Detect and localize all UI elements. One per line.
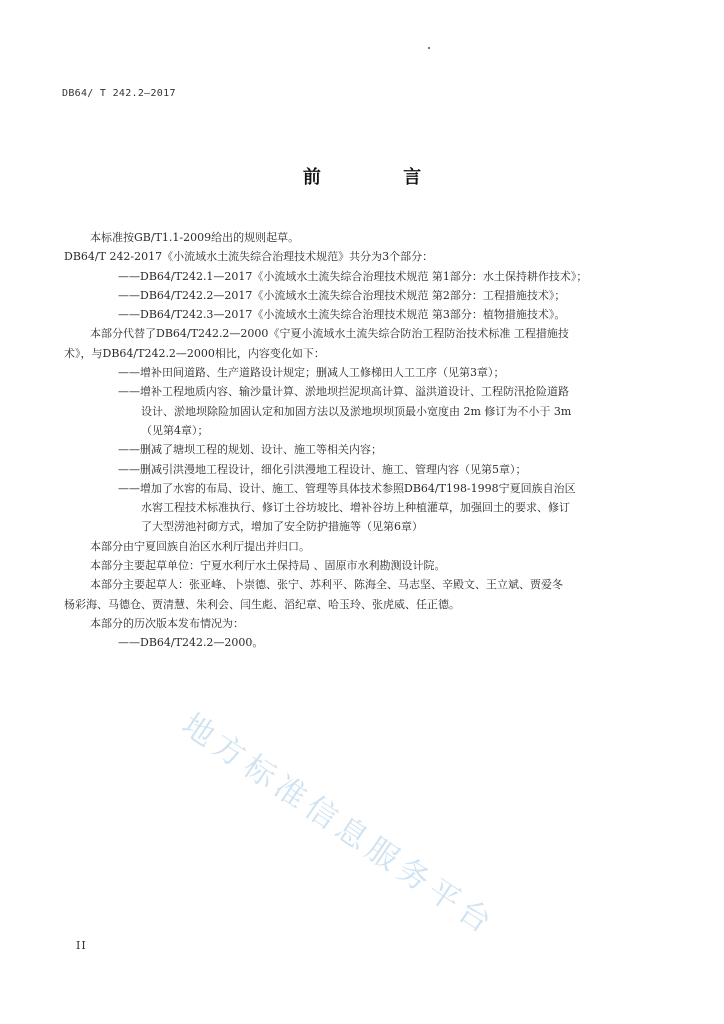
list-item: ——增补田间道路、生产道路设计规定；删减人工修梯田人工工序（见第3章）； bbox=[118, 366, 505, 380]
paragraph-line: 本部分主要起草单位：宁夏水利厅水土保持局 、固原市水利勘测设计院。 bbox=[90, 559, 446, 573]
paragraph-line: 本部分代替了DB64/T242.2—2000《宁夏小流域水土流失综合防治工程防治技术标准 工程措施技 bbox=[90, 327, 569, 341]
paragraph-line: DB64/T 242-2017《小流域水土流失综合治理技术规范》共分为3个部分： bbox=[64, 250, 434, 264]
list-item: ——增加了水窖的布局、设计、施工、管理等具体技术参照DB64/T198-1998宁夏回族自治区 bbox=[118, 481, 576, 495]
list-item-continuation: 设计、淤地坝除险加固认定和加固方法以及淤地坝坝顶最小宽度由 2m 修订为不小于 3m bbox=[141, 404, 572, 418]
paragraph-line: 杨彩海、马德仓、贾清慧、朱利会、闫生彪、滔纪章、哈玉玲、张虎威、任正德。 bbox=[64, 597, 460, 611]
paragraph-line: 本部分由宁夏回族自治区水利厅提出并归口。 bbox=[90, 539, 310, 553]
paragraph-line: 术》，与DB64/T242.2—2000相比，内容变化如下： bbox=[64, 346, 325, 360]
page-number: II bbox=[76, 939, 87, 952]
stray-dot bbox=[428, 47, 430, 49]
list-item: ——删减了塘坝工程的规划、设计、施工等相关内容； bbox=[118, 443, 382, 457]
list-item: ——DB64/T242.1—2017《小流域水土流失综合治理技术规范 第1部分：水土保持耕作技术》； bbox=[118, 269, 588, 283]
foreword-body bbox=[64, 228, 670, 653]
watermark: 地方标准信息服务平台 bbox=[175, 706, 503, 944]
paragraph-line: 本标准按GB/T1.1-2009给出的规则起草。 bbox=[90, 231, 300, 244]
list-item: ——删减引洪漫地工程设计，细化引洪漫地工程设计、施工、管理内容（见第5章）； bbox=[118, 462, 527, 476]
list-item: ——DB64/T242.2—2000。 bbox=[118, 636, 264, 650]
list-item: ——DB64/T242.2—2017《小流域水土流失综合治理技术规范 第2部分：工程措施技术》； bbox=[118, 288, 566, 302]
page-title: 前 言 bbox=[302, 167, 460, 188]
list-item-continuation: 水窖工程技术标准执行、修订土谷坊坡比、增补谷坊上种植灌草，加强回土的要求、修订 bbox=[141, 501, 570, 515]
paragraph-line: 本部分主要起草人：张亚峰、卜崇德、张宁、苏利平、陈海全、马志坚、辛殿文、王立斌、贾爱冬 bbox=[90, 578, 563, 592]
list-item: ——DB64/T242.3—2017《小流域水土流失综合治理技术规范 第3部分：植物措施技术》。 bbox=[118, 308, 566, 322]
paragraph-line: 本部分的历次版本发布情况为： bbox=[90, 616, 244, 630]
document-code-header: DB64/ T 242.2—2017 bbox=[62, 88, 176, 99]
list-item-continuation: （见第4章）； bbox=[141, 423, 209, 437]
list-item: ——增补工程地质内容、输沙量计算、淤地坝拦泥坝高计算、溢洪道设计、工程防汛抢险道路 bbox=[118, 385, 569, 399]
list-item-continuation: 了大型涝池衬砌方式，增加了安全防护措施等（见第6章） bbox=[141, 520, 423, 534]
